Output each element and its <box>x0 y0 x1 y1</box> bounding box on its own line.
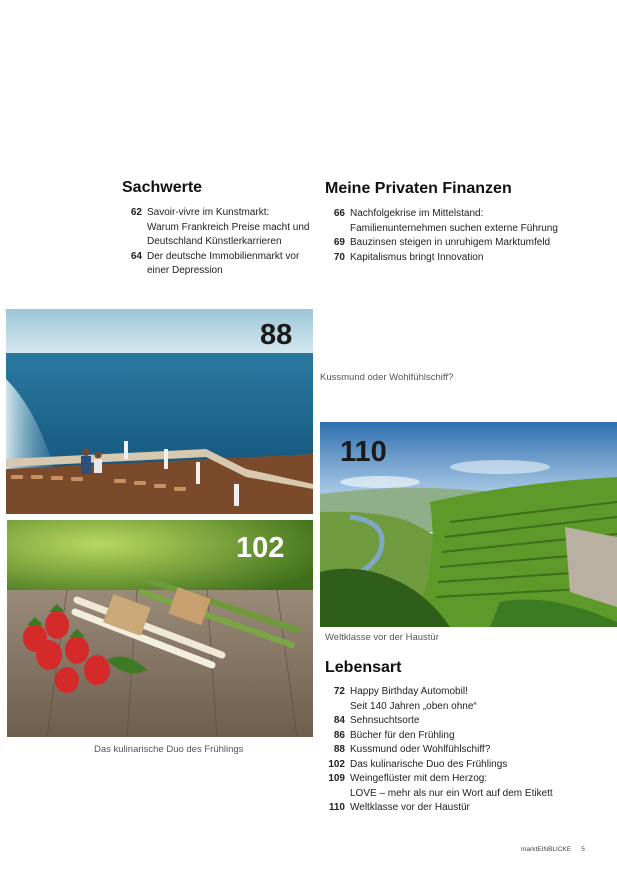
toc-entry[interactable] <box>325 772 610 787</box>
toc-entry-title: Das kulinarische Duo des Frühlings <box>350 758 508 770</box>
toc-entry-title: Bücher für den Frühling <box>350 729 455 741</box>
toc-page-number: 110 <box>328 802 345 813</box>
toc-entry[interactable] <box>325 729 610 744</box>
toc-entry-title: Weltklasse vor der Haustür <box>350 802 470 813</box>
toc-entry-continuation: Seit 140 Jahren „oben ohne“ <box>350 700 477 712</box>
photo-caption-vineyard: Weltklasse vor der Haustür <box>325 632 439 643</box>
photo-caption-cruise: Kussmund oder Wohlfühlschiff? <box>320 372 454 383</box>
toc-list-finanzen <box>325 207 610 265</box>
toc-entry-continuation: LOVE – mehr als nur ein Wort auf dem Etikett <box>350 787 553 799</box>
magazine-name: marktEINBLICKE <box>521 846 572 853</box>
toc-entry[interactable] <box>122 250 312 265</box>
toc-entry-title: Kussmund oder Wohlfühlschiff? <box>350 744 491 755</box>
toc-list-sachwerte <box>122 206 312 279</box>
toc-entry-title: Nachfolgekrise im Mittelstand: <box>350 208 484 219</box>
toc-entry[interactable] <box>325 758 610 773</box>
page-number-label: 88 <box>260 319 293 351</box>
toc-list-lebensart <box>325 685 610 816</box>
toc-entry-title: Bauzinsen steigen in unruhigem Marktumfeld <box>350 237 551 248</box>
toc-entry[interactable] <box>325 714 610 729</box>
toc-entry[interactable] <box>325 801 610 816</box>
page-number-label: 110 <box>340 436 387 468</box>
toc-entry[interactable] <box>325 743 610 758</box>
toc-page-number: 84 <box>333 715 345 726</box>
photo-cruise-deck[interactable] <box>6 309 313 514</box>
toc-entry-title: Savoir-vivre im Kunstmarkt: <box>147 207 270 218</box>
toc-entry-continuation: einer Depression <box>147 265 223 276</box>
toc-page-number: 66 <box>333 208 345 219</box>
photo-vineyard[interactable] <box>320 422 617 627</box>
toc-entry[interactable] <box>122 206 312 221</box>
photo-caption-asparagus: Das kulinarische Duo des Frühlings <box>94 744 244 755</box>
toc-page-number: 72 <box>333 686 345 697</box>
toc-page-number: 62 <box>130 207 142 218</box>
toc-page-number: 64 <box>130 250 142 262</box>
toc-entry-continuation: Familienunternehmen suchen externe Führung <box>350 222 558 234</box>
page-footer <box>521 846 585 853</box>
section-title-sachwerte: Sachwerte <box>122 179 203 196</box>
toc-entry[interactable] <box>325 685 610 700</box>
toc-entry[interactable] <box>325 251 610 266</box>
toc-entry[interactable] <box>325 236 610 251</box>
photo-asparagus-strawberries[interactable] <box>7 520 313 737</box>
toc-page-number: 109 <box>328 773 345 784</box>
toc-entry-continuation: Deutschland Künstlerkarrieren <box>147 236 282 247</box>
toc-entry-title: Kapitalismus bringt Innovation <box>350 251 484 263</box>
toc-page-number: 70 <box>333 251 345 263</box>
toc-entry-title: Sehnsuchtsorte <box>350 715 420 726</box>
toc-entry-title: Der deutsche Immobilienmarkt vor <box>147 250 300 262</box>
page-number-label: 102 <box>236 532 285 564</box>
toc-entry-title: Weingeflüster mit dem Herzog: <box>350 773 488 784</box>
section-title-lebensart: Lebensart <box>325 659 402 676</box>
toc-entry-title: Happy Birthday Automobil! <box>350 686 468 697</box>
toc-page-number: 88 <box>333 744 345 755</box>
page-number: 5 <box>581 846 585 853</box>
section-title-finanzen: Meine Privaten Finanzen <box>325 180 512 197</box>
toc-entry-continuation: Warum Frankreich Preise macht und <box>147 221 310 233</box>
toc-page-number: 69 <box>333 237 345 248</box>
toc-page-number: 86 <box>333 729 345 741</box>
toc-page-number: 102 <box>328 758 345 770</box>
toc-entry[interactable] <box>325 207 610 222</box>
